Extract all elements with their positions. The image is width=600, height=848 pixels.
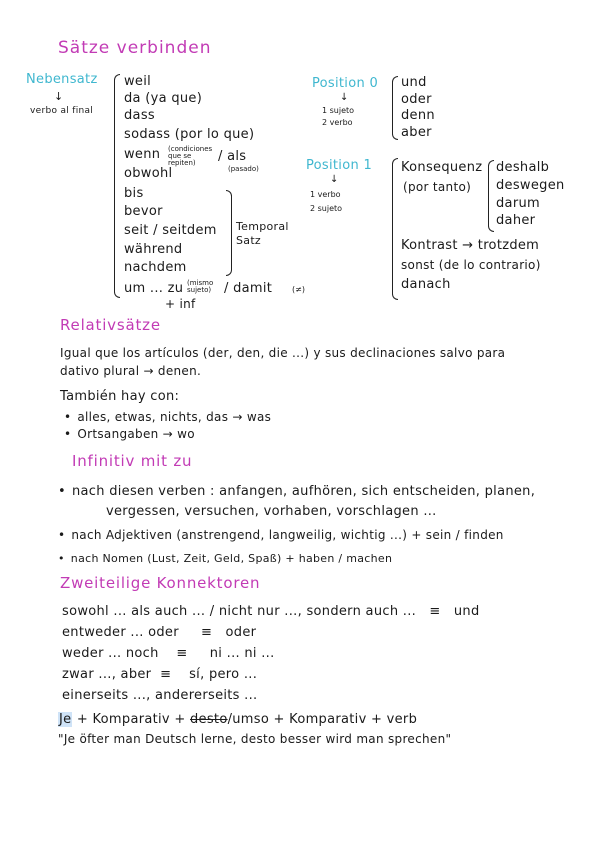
position1-label: Position 1: [306, 158, 373, 173]
infinitiv-bullet-1-cont: vergessen, versuchen, vorhaben, vorschlagen ...: [106, 504, 437, 519]
relativ-line-1: Igual que los artículos (der, den, die ...) y sus declinaciones salvo para: [60, 346, 506, 360]
temporal-brace: [226, 190, 232, 276]
nebensatz-note: verbo al final: [30, 106, 94, 116]
nebensatz-brace: [114, 74, 120, 298]
conj-wenn: wenn: [124, 147, 161, 162]
conj-als: / als: [218, 149, 247, 164]
relativ-line-2: dativo plural → denen.: [60, 364, 202, 378]
je-part-1: + Komparativ +: [76, 712, 186, 727]
damit-note: (≠): [292, 285, 305, 294]
relativ-line-3: También hay con:: [60, 389, 180, 404]
down-arrow-icon: ↓: [340, 92, 349, 103]
zweiteilig-line-4: zwar ..., aber ≡ sí, pero ...: [62, 667, 258, 682]
konsequenz-label: Konsequenz: [401, 160, 483, 175]
position0-label: Position 0: [312, 76, 379, 91]
conj-nachdem: nachdem: [124, 260, 187, 275]
conj-und: und: [401, 75, 427, 90]
infinitiv-bullet-2: • nach Adjektiven (anstrengend, langweilig, wichtig ...) + sein / finden: [58, 528, 504, 542]
conj-da: da (ya que): [124, 91, 203, 106]
position0-order-2: 2 verbo: [322, 118, 353, 127]
je-part-2: /umso + Komparativ + verb: [227, 712, 418, 727]
relativ-item-1: • alles, etwas, nichts, das → was: [64, 410, 271, 424]
je-desto-line: [58, 712, 417, 727]
page-title: Sätze verbinden: [58, 38, 212, 58]
position1-order-1: 1 verbo: [310, 190, 341, 199]
conj-bevor: bevor: [124, 204, 163, 219]
conj-dass: dass: [124, 108, 155, 123]
als-note: (pasado): [228, 165, 259, 173]
position1-brace: [392, 158, 398, 300]
um-note: (mismo sujeto): [187, 279, 214, 294]
conj-deswegen: deswegen: [496, 178, 565, 193]
sonst-line: sonst (de lo contrario): [401, 258, 541, 272]
conj-obwohl: obwohl: [124, 166, 173, 181]
desto-word: desto: [190, 712, 228, 727]
position0-brace: [392, 76, 398, 140]
conj-denn: denn: [401, 108, 435, 123]
conj-weil: weil: [124, 74, 152, 89]
konsequenz-brace: [488, 160, 494, 232]
infinitiv-bullet-3: • nach Nomen (Lust, Zeit, Geld, Spaß) + haben / machen: [58, 552, 392, 565]
temporal-label: Temporal Satz: [236, 220, 289, 247]
zweiteilig-title: Zweiteilige Konnektoren: [60, 574, 261, 592]
conj-bis: bis: [124, 186, 144, 201]
conj-daher: daher: [496, 213, 536, 228]
conj-darum: darum: [496, 196, 540, 211]
plus-inf: + inf: [165, 297, 196, 311]
infinitiv-title: Infinitiv mit zu: [72, 452, 193, 470]
conj-waehrend: während: [124, 242, 183, 257]
relativ-item-2: • Ortsangaben → wo: [64, 427, 195, 441]
conj-seit: seit / seitdem: [124, 223, 217, 238]
zweiteilig-line-5: einerseits ..., andererseits ...: [62, 688, 258, 703]
infinitiv-bullet-1: • nach diesen verben : anfangen, aufhören, sich entscheiden, planen,: [58, 484, 535, 499]
conj-oder: oder: [401, 92, 432, 107]
conj-sodass: sodass (por lo que): [124, 127, 255, 142]
je-desto-example: "Je öfter man Deutsch lerne, desto besser wird man sprechen": [58, 732, 452, 746]
zweiteilig-line-3: weder ... noch ≡ ni ... ni ...: [62, 646, 275, 661]
zweiteilig-line-2: entweder ... oder ≡ oder: [62, 625, 257, 640]
conj-aber: aber: [401, 125, 432, 140]
por-tanto: (por tanto): [403, 180, 472, 194]
zweiteilig-line-1: sowohl ... als auch ... / nicht nur ..., sondern auch ... ≡ und: [62, 604, 480, 619]
conj-um-zu: um ... zu: [124, 281, 184, 296]
relativ-title: Relativsätze: [60, 316, 161, 334]
je-highlight: Je: [59, 712, 72, 727]
position0-order-1: 1 sujeto: [322, 106, 355, 115]
down-arrow-icon: ↓: [330, 174, 339, 185]
conj-deshalb: deshalb: [496, 160, 550, 175]
down-arrow-icon: ↓: [54, 90, 64, 103]
danach-line: danach: [401, 277, 451, 292]
wenn-note: (condiciones que se repiten): [168, 145, 213, 167]
nebensatz-label: Nebensatz: [26, 72, 98, 87]
kontrast-line: Kontrast → trotzdem: [401, 238, 540, 253]
position1-order-2: 2 sujeto: [310, 204, 343, 213]
conj-damit: / damit: [224, 281, 273, 296]
